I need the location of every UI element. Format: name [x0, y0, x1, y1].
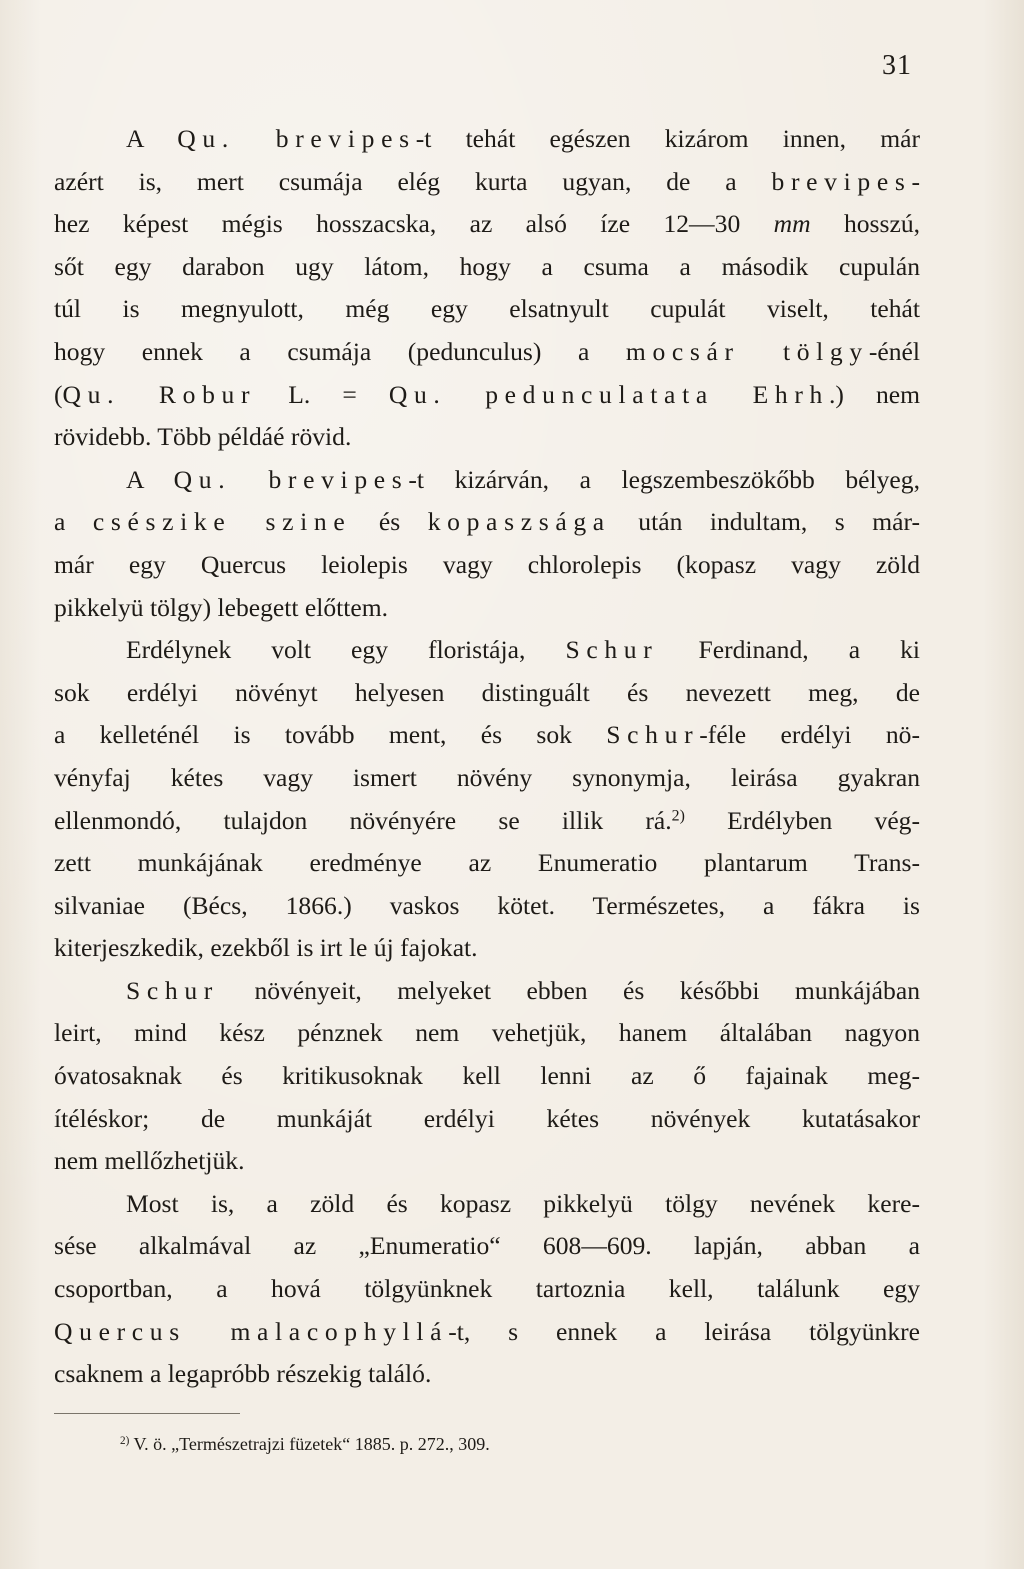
text-run: zett munkájának eredménye az Enumeratio plantarum Trans-: [54, 848, 920, 878]
text-run: Most is, a zöld és kopasz pikkelyü tölgy nevének kere-: [126, 1188, 920, 1218]
spaced-term: brevipes: [771, 166, 912, 196]
spaced-term: mocsár tölgy: [625, 336, 869, 366]
spaced-term: Schur: [565, 635, 659, 665]
text-line: [54, 587, 920, 630]
text-run: .) nem: [828, 379, 921, 409]
text-line: [54, 1225, 920, 1268]
text-run: a: [54, 507, 93, 537]
text-run: a kelleténél is tovább ment, és sok: [54, 720, 607, 750]
spaced-term: Schur: [606, 720, 700, 750]
text-run: azért is, mert csumája elég kurta ugyan, de a: [54, 166, 772, 196]
spaced-term: Schur: [126, 975, 219, 1005]
footnote: [120, 1431, 490, 1457]
text-run: -t kizárván, a legszembeszökőbb bélyeg,: [408, 464, 920, 494]
text-run: rövidebb. Több példáé rövid.: [54, 422, 352, 452]
text-line: [54, 203, 920, 246]
text-line: [54, 416, 920, 459]
text-run: Ferdinand, a ki: [658, 635, 920, 665]
text-line: [54, 1098, 920, 1141]
text-run: ítéléskor; de munkáját erdélyi kétes növények kutatásakor: [54, 1103, 920, 1133]
text-line: [54, 1055, 920, 1098]
page-number: 31: [882, 50, 912, 81]
text-line: [54, 1268, 920, 1311]
text-run: hosszú,: [810, 209, 921, 239]
text-run: leirt, mind kész pénznek nem vehetjük, hanem általában nagyon: [54, 1018, 920, 1048]
footnote-text: V. ö. „Természetrajzi füzetek“ 1885. p. 272., 309.: [129, 1434, 490, 1454]
text-run: Erdélyben vég-: [684, 805, 920, 835]
text-run: csaknem a legapróbb részekig találó.: [54, 1359, 432, 1389]
spaced-term: csészike szine: [92, 507, 352, 537]
text-line: [54, 842, 920, 885]
text-line: [54, 161, 920, 204]
text-run: -t, s ennek a leirása tölgyünkre: [448, 1316, 920, 1346]
body-text: [54, 118, 920, 1396]
text-line: [54, 714, 920, 757]
italic-unit: mm: [773, 209, 811, 239]
footnote-marker: 2): [120, 1434, 130, 1447]
text-run: -: [911, 166, 920, 196]
spaced-term: Qu. brevipes: [173, 464, 409, 494]
text-run: már egy Quercus leiolepis vagy chlorolepis (kopasz vagy zöld: [54, 549, 920, 579]
text-run: csoportban, a hová tölgyünknek tartoznia kell, találunk egy: [54, 1274, 920, 1304]
text-run: (: [54, 379, 63, 409]
text-line: [54, 501, 920, 544]
spaced-term: Qu. brevipes: [177, 124, 416, 153]
text-line: [54, 459, 920, 502]
text-run: -féle erdélyi nö-: [699, 720, 920, 750]
text-line: [54, 1183, 920, 1226]
text-run: kiterjeszkedik, ezekből is irt le új fajokat.: [54, 933, 478, 963]
text-run: túl is megnyulott, még egy elsatnyult cupulát viselt, tehát: [54, 294, 920, 324]
text-run: L. =: [256, 379, 389, 409]
text-run: -énél: [868, 336, 920, 366]
text-run: silvaniae (Bécs, 1866.) vaskos kötet. Természetes, a fákra is: [54, 890, 920, 920]
text-line: [54, 757, 920, 800]
spaced-term: Qu. pedunculatata Ehrh: [388, 379, 829, 409]
text-run: A: [126, 124, 178, 153]
text-run: óvatosaknak és kritikusoknak kell lenni az ő fajainak meg-: [54, 1061, 920, 1091]
text-line: [54, 1140, 920, 1183]
text-run: után indultam, s már-: [610, 507, 920, 537]
footnote-reference: 2): [671, 806, 685, 824]
spaced-term: kopaszsága: [427, 507, 611, 537]
text-run: Erdélynek volt egy floristája,: [126, 635, 566, 665]
text-run: sok erdélyi növényt helyesen distinguált és nevezett meg, de: [54, 677, 920, 707]
footnote-rule: [54, 1413, 240, 1414]
text-run: hez képest mégis hosszacska, az alsó íze 12—30: [54, 209, 774, 239]
text-line: [54, 544, 920, 587]
spaced-term: Qu. Robur: [62, 379, 257, 409]
text-run: sőt egy darabon ugy látom, hogy a csuma a második cupulán: [54, 251, 920, 281]
text-line: [54, 1311, 920, 1354]
text-run: A: [126, 464, 174, 494]
text-run: növényeit, melyeket ebben és későbbi munkájában: [219, 975, 920, 1005]
text-line: [54, 629, 920, 672]
text-line: [54, 118, 920, 161]
text-line: [54, 1353, 920, 1396]
spaced-term: Quercus malacophyllá: [54, 1316, 449, 1346]
text-line: [54, 331, 920, 374]
text-line: [54, 800, 920, 843]
text-run: pikkelyü tölgy) lebegett előttem.: [54, 592, 389, 622]
text-line: [54, 246, 920, 289]
text-line: [54, 672, 920, 715]
text-run: hogy ennek a csumája (pedunculus) a: [54, 336, 626, 366]
text-line: [54, 970, 920, 1013]
text-run: vényfaj kétes vagy ismert növény synonymja, leirása gyakran: [54, 762, 920, 792]
text-line: [54, 288, 920, 331]
text-line: [54, 374, 920, 417]
text-line: [54, 885, 920, 928]
text-run: és: [351, 507, 428, 537]
text-run: -t tehát egészen kizárom innen, már: [415, 124, 920, 153]
text-run: sése alkalmával az „Enumeratio“ 608—609. lapján, abban a: [54, 1231, 920, 1261]
text-line: [54, 927, 920, 970]
text-line: [54, 1012, 920, 1055]
text-run: ellenmondó, tulajdon növényére se illik rá.: [54, 805, 672, 835]
text-run: nem mellőzhetjük.: [54, 1146, 245, 1176]
